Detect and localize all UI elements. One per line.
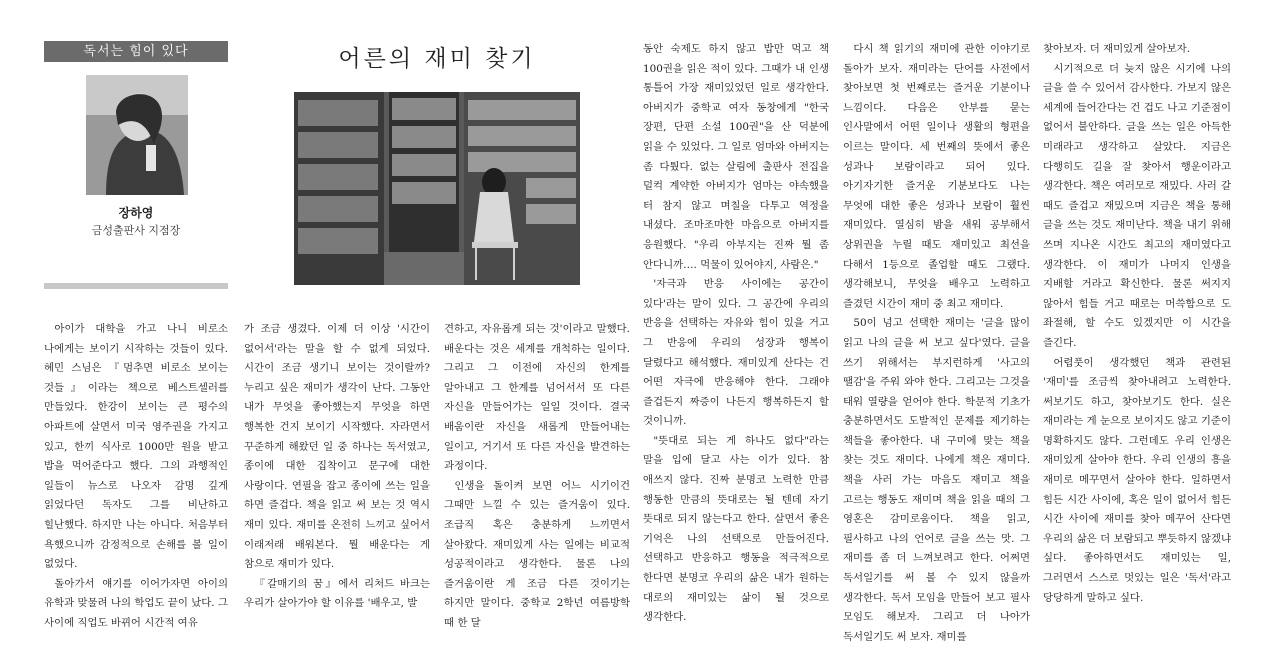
paragraph: 찾아보자. 더 재미있게 살아보자. xyxy=(1043,43,1190,55)
paragraph: 시기적으로 더 늦지 않은 시기에 나의 글을 쓸 수 있어서 감사한다. 가보지 않은 세계에 들어간다는 건 겁도 나고 기준점이 없어서 불안하다. 글을 쓰는 일은 아득한 미래라고 생각하고 살았다. 지금은 다행히도 길을 잘 찾아서 행운이라고 생각한다. 책은 여러모로 재밌다. 사러 갈 때도 즐겁고 재밌으며 지금은 책을 통해 글을 쓰는 것도 재미난다. 책을 내기 위해 쓰며 지나온 시간도 최고의 재미였다고 생각한다. 이 재미가 나머지 인생을 지배할 거라고 확신한다. 물론 써지지 않아서 힘들 거고 때로는 머쓱함으로 도 좌절해, 할 수도 있겠지만 이 시간을 즐긴다. xyxy=(1043,62,1231,349)
paragraph: "뜻대로 되는 게 하나도 없다"라는 말을 입에 달고 사는 이가 있다. 참 애쓰지 않다. 진짜 분명코 노력한 만큼 행동한 만큼의 뜻대로는 될 텐데 자기 뜻대로 되지 않는다고 한다. 살면서 좋은 기억은 나의 선택으로 만들어진다. 선택하고 반응하고 행동을 적극적으로 한다면 분명코 우리의 삶은 내가 원하는 대로의 재미있는 삶이 될 것으로 생각한다. xyxy=(643,434,829,624)
article-headline: 어른의 재미 찾기 xyxy=(338,46,536,72)
author-name: 장하영 xyxy=(118,206,154,220)
article-column-1 xyxy=(44,320,228,629)
paragraph: 견하고, 자유롭게 되는 것'이라고 말했다. 배운다는 것은 세계를 개척하는 일이다. 그리고 그 이전에 자신의 한계를 알아내고 그 한계를 넘어서서 또 다른 자신을 만들어가는 일일 것이다. 결국 배움이란 자신을 새롭게 만들어내는 일이고, 거기서 또 다른 자신을 발견하는 과정이다. xyxy=(444,323,630,473)
paragraph: 50이 넘고 선택한 재미는 '글을 많이 읽고 나의 글을 써 보고 싶다'였다. 글을 쓰기 위해서는 부지런하게 '사고의 땔감'을 주워 와야 한다. 그리고는 그것을 태워 열량을 얻어야 한다. 학문적 기초가 충분하면서도 도발적인 문제를 제기하는 책들을 좋아한다. 내 구미에 맞는 책을 찾는 것도 재미다. 나에게 책은 재미다. 책을 사러 가는 마음도 재미고 책을 고르는 행동도 재미며 책을 읽을 때의 그 영혼은 감미로움이다. 책을 읽고, 필사하고 나의 언어로 글을 쓰는 맛. 그 재미를 좀 더 느껴보려고 한다. 어쩌면 독서일기를 써 볼 수 있지 않을까 생각한다. 독서 모임을 만들어 보고 필사 모임도 해보자. 그리고 더 나아가 독서일기도 써 보자. 재미를 xyxy=(843,317,1030,643)
article-column-3 xyxy=(444,320,630,629)
article-column-2 xyxy=(244,320,430,610)
paragraph: 아이가 대학을 가고 나니 비로소 나에게는 보이기 시작하는 것들이 있다. 혜민 스님은 『멈추면 비로소 보이는 것들』이라는 책으로 베스트셀러를 만들었다. 한강이 보이는 큰 평수의 아파트에 살면서 미국 영주권을 가지고 있고, 한끼 식사로 1000만 원을 받고 밥을 먹어준다고 했다. 그의 과행적인 일들이 뉴스로 나오자 감명 깊게 읽었다던 독자도 그를 비난하고 힐난했다. 하지만 나는 아니다. 처음부터 욕했으니까 감정적으로 손해를 볼 일이 없었다. xyxy=(44,323,228,571)
column-banner: 독서는 힘이 있다 xyxy=(44,41,228,62)
article-column-4 xyxy=(643,40,829,624)
paragraph: 인생을 돌이켜 보면 어느 시기이건 그때만 느낄 수 있는 즐거움이 있다. 조급직 혹은 충분하게 느끼면서 살아왔다. 재미있게 사는 일에는 비교적 성공적이라고 생각한다. 물론 나의 즐거움이란 게 조금 다른 것이기는 하지만 말이다. 중학교 2학년 여름방학 때 한 달 xyxy=(444,479,630,629)
bookstore-photo xyxy=(294,92,580,285)
paragraph: 가 조금 생겼다. 이제 더 이상 '시간이 없어서'라는 말을 할 수 없게 되었다. 시간이 조금 생기니 보이는 것이랄까? 누리고 싶은 재미가 생각이 난다. 그동안 내가 무엇을 좋아했는지 무엇을 하면 행복한 건지 보이기 시작했다. 자라면서 꾸준하게 해왔던 일 중 하나는 독서였고, 종이에 대한 집착이고 문구에 대한 사랑이다. 연필을 잡고 종이에 쓰는 일을 하면 즐겁다. 책을 읽고 써 보는 것 역시 재미 있다. 재미를 온전히 느끼고 싶어서 이래저래 배워본다. 뭘 배운다는 게 참으로 재미가 있다. xyxy=(244,323,430,571)
author-photo xyxy=(86,75,188,195)
paragraph: 어렵풋이 생각했던 책과 관련된 '재미'를 조금씩 찾아내려고 노력한다. 써보기도 하고, 찾아보기도 한다. 실은 재미라는 게 눈으로 보이지도 않고 기준이 명확하지도 않다. 그런데도 우리 인생은 재미있게 살아야 한다. 우리 인생의 흥을 재미로 메꾸면서 살아야 한다. 일하면서 힘든 시간 사이에, 혹은 일이 없어서 힘든 시간 사이에 재미를 찾아 메꾸어 산다면 우리의 삶은 더 보람되고 뿌듯하지 않겠냐 싶다. 좋아하면서도 재미있는 일, 그러면서 스스로 멋있는 일은 '독서'라고 당당하게 말하고 싶다. xyxy=(1043,356,1231,604)
paragraph: 돌아가서 얘기를 이어가자면 아이의 유학과 맞물려 나의 학업도 끝이 났다. 그 사이에 직업도 바뀌어 시간적 여유 xyxy=(44,577,228,629)
paragraph: 동안 숙제도 하지 않고 밥만 먹고 책 100권을 읽은 적이 있다. 그때가 내 인생 통틀어 가장 재미있었던 일로 생각한다. 아버지가 중학교 여자 동창에게 "한국 장편, 단편 소설 100권"을 산 덕분에 읽을 수 있었다. 그 일로 엄마와 아버지는 좀 다퉜다. 없는 살림에 출판사 전집을 덜컥 계약한 아버지가 엄마는 야속했을 터 참지 않고 며칠을 다투고 역정을 내셨다. 조마조마한 마음으로 아버지를 응원했다. "우리 아부지는 진짜 뭘 좀 안다니까…. 먹물이 있어야지, 사람은." xyxy=(643,43,829,271)
section-divider xyxy=(44,283,228,289)
paragraph: 다시 책 읽기의 재미에 관한 이야기로 돌아가 보자. 재미라는 단어를 사전에서 찾아보면 첫 번째로는 즐거운 기분이나 느낌이다. 다음은 안부를 묻는 인사말에서 어떤 일이나 생활의 형편을 이르는 말이다. 세 번째의 뜻에서 좋은 성과나 보람이라고 되어 있다. 아기자기한 즐거운 기분보다도 나는 무엇에 대한 좋은 성과나 보람이 훨씬 재미있다. 열심히 밤을 새워 공부해서 상위권을 누릴 때도 재미있고 최선을 다해서 1등으로 졸업할 때도 그랬다. 생각해보니, 무엇을 배우고 노력하고 즐겼던 시간이 재미 중 최고 재미다. xyxy=(843,43,1030,310)
paragraph: 『갈매기의 꿈』에서 리처드 바크는 우리가 살아가야 할 이유를 '배우고, 발 xyxy=(244,577,430,610)
paragraph: '자극과 반응 사이에는 공간이 있다'라는 말이 있다. 그 공간에 우리의 반응을 선택하는 자유와 힘이 있을 거고 그 반응에 우리의 성장과 행복이 달렸다고 해석했다. 재미있게 산다는 건 어떤 자극에 반응해야 한다. 그래야 즐겁든지 짜증이 나든지 행복하든지 할 것이니까. xyxy=(643,278,829,428)
article-column-5 xyxy=(843,40,1030,643)
author-role: 금성출판사 지점장 xyxy=(91,224,181,237)
article-column-6 xyxy=(1043,40,1231,604)
